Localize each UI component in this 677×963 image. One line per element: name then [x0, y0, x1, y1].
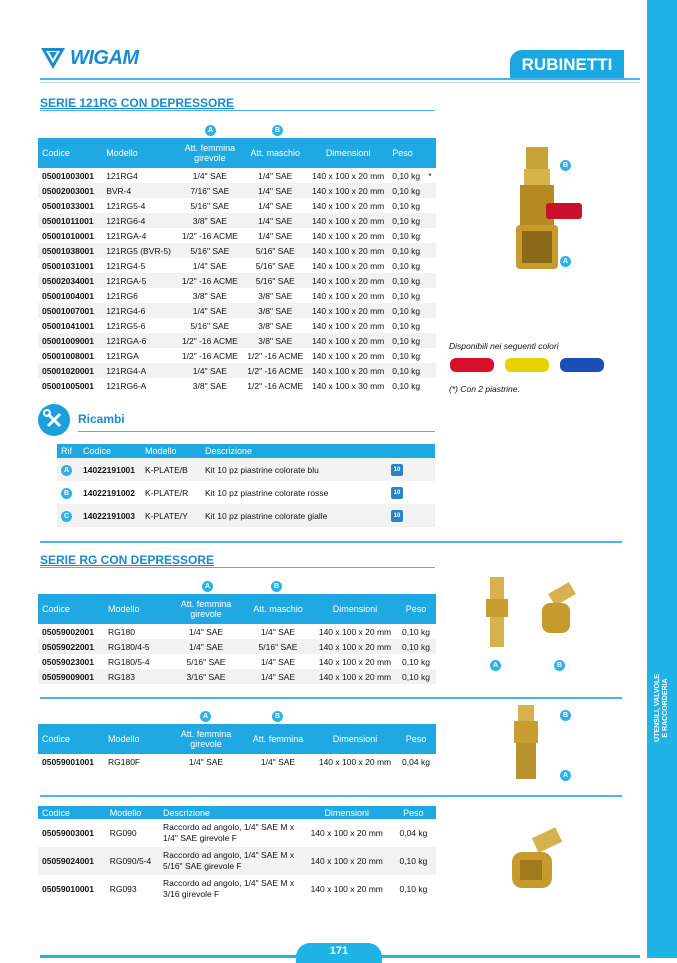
table-row — [38, 258, 436, 273]
marker-b-image: B — [560, 710, 571, 721]
cell-descrizione — [159, 875, 303, 903]
header-rule-thin — [40, 82, 640, 83]
table-row — [38, 288, 436, 303]
col-dimensioni: Dimensioni — [303, 806, 391, 819]
cell-note — [424, 288, 436, 303]
pack-icon: 10 — [391, 487, 403, 499]
cell-peso: 0,10 kg — [392, 380, 421, 391]
cell-codice: 05059002001 — [42, 626, 95, 637]
marker-a-image: A — [490, 660, 501, 671]
table-row — [57, 504, 435, 527]
table-rg180f — [38, 724, 436, 769]
cell-dimensioni: 140 x 100 x 20 mm — [314, 639, 396, 654]
cell-peso: 0,10 kg — [388, 363, 424, 378]
cell-dimensioni: 140 x 100 x 20 mm — [311, 290, 385, 301]
marker-a: A — [200, 711, 211, 722]
cell-codice: 05001011001 — [38, 213, 102, 228]
col-modello: Modello — [106, 806, 159, 819]
col-peso: Peso — [391, 806, 436, 819]
cell-codice: 05001038001 — [38, 243, 102, 258]
cell-peso: 0,04 kg — [402, 756, 430, 767]
col-note — [424, 138, 436, 168]
cell-modello: K-PLATE/B — [141, 458, 201, 481]
cell-codice: 05059022001 — [38, 639, 104, 654]
col-att-maschio: Att. maschio — [243, 138, 308, 168]
cell-att-femmina: 5/16" SAE — [190, 320, 230, 331]
cell-note — [424, 303, 436, 318]
col-att-femmina: Att. femmina girevole — [177, 138, 242, 168]
cell-att-femmina: 1/4" SAE — [192, 170, 227, 181]
cell-modello: 121RGA-4 — [106, 230, 147, 241]
col-peso: Peso — [396, 594, 436, 624]
cell-modello: 121RG6-4 — [102, 213, 177, 228]
table-row — [38, 333, 436, 348]
cell-modello: 121RG4-6 — [102, 303, 177, 318]
cell-att-femmina: 1/2" -16 ACME — [177, 273, 242, 288]
cell-note — [424, 333, 436, 348]
cell-codice: 14022191003 — [79, 504, 141, 527]
swatch-yellow — [505, 358, 549, 372]
col-att-maschio: Att. maschio — [242, 594, 314, 624]
cell-codice: 05059003001 — [42, 828, 95, 838]
cell-modello: 121RG4-5 — [106, 260, 146, 271]
cell-modello: BVR-4 — [102, 183, 177, 198]
side-label — [654, 662, 670, 754]
cell-dimensioni: 140 x 100 x 20 mm — [311, 320, 385, 331]
cell-att-maschio: 1/4" SAE — [243, 183, 308, 198]
cell-descrizione: Kit 10 pz piastrine colorate rosse — [205, 487, 329, 498]
descrizione-line1: Raccordo ad angolo, 1/4" SAE M x — [163, 822, 295, 832]
side-label-line2: E RACCORDERIA — [662, 678, 669, 738]
cell-att-femmina: 1/4" SAE — [177, 363, 242, 378]
cell-peso: 0,10 kg — [392, 290, 421, 301]
col-codice: Codice — [38, 806, 106, 819]
cell-modello: RG180/5-4 — [108, 656, 150, 667]
marker-a-image: A — [560, 256, 571, 267]
col-rif: Rif — [57, 444, 79, 458]
cell-att-maschio: 1/2" -16 ACME — [247, 350, 304, 361]
cell-modello: 121RGA-6 — [102, 333, 177, 348]
cell-att-femmina: 3/8" SAE — [192, 380, 227, 391]
section-divider — [40, 697, 622, 699]
cell-codice: 05001009001 — [38, 333, 102, 348]
table-row — [38, 168, 436, 183]
cell-codice: 14022191001 — [79, 458, 141, 481]
cell-att-secondo: 1/4" SAE — [260, 756, 296, 767]
col-peso: Peso — [388, 138, 424, 168]
descrizione-line2: 1/4" SAE girevole F — [163, 833, 237, 843]
cell-dimensioni: 140 x 100 x 20 mm — [308, 243, 388, 258]
cell-note — [424, 318, 436, 333]
cell-peso: 0,10 kg — [402, 626, 430, 637]
cell-note — [424, 363, 436, 378]
cell-pack — [387, 458, 435, 481]
cell-codice: 05059001001 — [42, 756, 95, 767]
cell-peso: 0,10 kg — [396, 639, 436, 654]
marker-b: B — [272, 711, 283, 722]
table-row — [38, 243, 436, 258]
cell-att-femmina: 5/16" SAE — [177, 243, 242, 258]
cell-modello: K-PLATE/Y — [141, 504, 201, 527]
table-row — [57, 458, 435, 481]
cell-note — [424, 378, 436, 393]
col-att-femmina: Att. femmina — [242, 724, 314, 754]
cell-att-maschio: 3/8" SAE — [243, 303, 308, 318]
cell-modello: RG180/4-5 — [104, 639, 170, 654]
cell-peso: 0,10 kg — [391, 847, 436, 875]
cell-dimensioni: 140 x 100 x 20 mm — [318, 626, 392, 637]
cell-att-maschio: 1/4" SAE — [258, 170, 293, 181]
pack-icon: 10 — [391, 464, 403, 476]
cell-rif — [57, 481, 79, 504]
cell-att-femmina: 1/4" SAE — [188, 626, 224, 637]
rif-marker: B — [61, 488, 72, 499]
cell-att-femmina: 3/8" SAE — [177, 213, 242, 228]
table-rg — [38, 594, 436, 684]
col-codice: Codice — [38, 724, 104, 754]
cell-codice: 05001005001 — [42, 380, 95, 391]
cell-att-maschio: 3/8" SAE — [243, 333, 308, 348]
descrizione-line2: 3/16 girevole F — [163, 889, 220, 899]
section-divider — [40, 541, 622, 543]
table-row — [38, 754, 436, 769]
cell-att-maschio: 3/8" SAE — [258, 320, 293, 331]
cell-dimensioni: 140 x 100 x 20 mm — [303, 847, 391, 875]
marker-b: B — [272, 125, 283, 136]
cell-modello: 121RG6-A — [106, 380, 147, 391]
cell-note — [424, 183, 436, 198]
table-row — [38, 198, 436, 213]
cell-pack — [387, 504, 435, 527]
cell-dimensioni: 140 x 100 x 20 mm — [308, 183, 388, 198]
cell-note — [424, 228, 436, 243]
section-rule — [40, 110, 435, 111]
cell-dimensioni: 140 x 100 x 20 mm — [310, 884, 383, 894]
cell-modello: 121RGA — [106, 350, 139, 361]
cell-codice: 05059010001 — [42, 884, 95, 894]
cell-note — [424, 258, 436, 273]
cell-modello: RG183 — [104, 669, 170, 684]
swatch-blue — [560, 358, 604, 372]
table-ricambi — [57, 444, 435, 527]
cell-dimensioni: 140 x 100 x 20 mm — [318, 656, 392, 667]
table-row — [38, 639, 436, 654]
category-tab: RUBINETTI — [510, 50, 624, 80]
cell-codice: 05001008001 — [42, 350, 95, 361]
col-codice: Codice — [38, 594, 104, 624]
table-row — [38, 875, 436, 903]
cell-note: * — [428, 170, 432, 181]
marker-b: B — [271, 581, 282, 592]
cell-dimensioni: 140 x 100 x 20 mm — [308, 363, 388, 378]
cell-descrizione: Kit 10 pz piastrine colorate gialle — [201, 504, 387, 527]
cell-note — [424, 243, 436, 258]
cell-att-femmina: 1/4" SAE — [170, 639, 242, 654]
col-peso: Peso — [396, 724, 436, 754]
cell-peso: 0,10 kg — [388, 303, 424, 318]
cell-att-maschio: 3/8" SAE — [258, 290, 293, 301]
cell-dimensioni: 140 x 100 x 20 mm — [314, 669, 396, 684]
table-row — [38, 624, 436, 639]
col-descrizione: Descrizione — [201, 444, 387, 458]
cell-note — [424, 348, 436, 363]
table-row — [57, 481, 435, 504]
cell-note — [424, 213, 436, 228]
cell-modello: 121RG4-A — [102, 363, 177, 378]
product-image-121rg — [496, 145, 586, 295]
cell-att-femmina: 5/16" SAE — [186, 656, 226, 667]
cell-att-maschio: 5/16" SAE — [243, 273, 308, 288]
cell-codice: 05001007001 — [38, 303, 102, 318]
col-pack — [387, 444, 435, 458]
table-row — [38, 213, 436, 228]
brand-logo — [40, 46, 139, 72]
product-image-rg180f — [506, 703, 546, 783]
wigam-logo-icon — [40, 46, 66, 70]
table-row — [38, 348, 436, 363]
table-row — [38, 654, 436, 669]
cell-dimensioni: 140 x 100 x 20 mm — [308, 213, 388, 228]
cell-codice: 05059024001 — [38, 847, 106, 875]
col-modello: Modello — [102, 138, 177, 168]
cell-codice: 14022191002 — [83, 487, 136, 498]
cell-att-secondo: 1/4" SAE — [260, 626, 296, 637]
cell-codice: 05002034001 — [38, 273, 102, 288]
cell-att-maschio: 1/4" SAE — [258, 230, 293, 241]
cell-pack — [387, 481, 435, 504]
side-label-line1: UTENSILI, VALVOLE — [654, 674, 661, 742]
section-title-rg: SERIE RG CON DEPRESSORE — [40, 553, 215, 567]
cell-peso: 0,10 kg — [399, 884, 428, 894]
cell-codice: 05002003001 — [38, 183, 102, 198]
side-bar — [647, 0, 677, 958]
col-dimensioni: Dimensioni — [314, 594, 396, 624]
cell-att-maschio: 5/16" SAE — [243, 243, 308, 258]
cell-att-maschio: 1/2" -16 ACME — [247, 380, 304, 391]
table-row — [38, 183, 436, 198]
table-row — [38, 378, 436, 393]
col-modello: Modello — [104, 594, 170, 624]
plates-note: (*) Con 2 piastrine. — [449, 384, 520, 394]
cell-att-maschio: 1/4" SAE — [258, 200, 293, 211]
cell-peso: 0,10 kg — [392, 170, 421, 181]
table-row — [38, 847, 436, 875]
cell-modello: 121RG6 — [106, 290, 138, 301]
descrizione-line1: Raccordo ad angolo, 1/4" SAE M x — [163, 850, 295, 860]
cell-peso: 0,10 kg — [388, 333, 424, 348]
cell-att-femmina: 1/4" SAE — [192, 260, 227, 271]
tools-icon — [38, 404, 70, 436]
cell-att-maschio: 1/4" SAE — [243, 213, 308, 228]
cell-att-femmina: 1/4" SAE — [177, 303, 242, 318]
col-dimensioni: Dimensioni — [308, 138, 388, 168]
cell-codice: 05001010001 — [42, 230, 95, 241]
cell-rif — [57, 504, 79, 527]
cell-codice: 05001041001 — [42, 320, 95, 331]
col-att-femmina: Att. femmina girevole — [170, 594, 242, 624]
col-codice: Codice — [79, 444, 141, 458]
cell-dimensioni: 140 x 100 x 20 mm — [311, 350, 385, 361]
cell-codice: 05059023001 — [42, 656, 95, 667]
marker-b-image: B — [554, 660, 565, 671]
cell-peso: 0,10 kg — [388, 183, 424, 198]
ricambi-title: Ricambi — [78, 412, 125, 426]
pack-icon: 10 — [391, 510, 403, 522]
cell-note — [424, 273, 436, 288]
table-row — [38, 318, 436, 333]
section-rule — [40, 567, 435, 568]
cell-rif — [57, 458, 79, 481]
cell-modello: 121RG5-6 — [106, 320, 146, 331]
marker-b-image: B — [560, 160, 571, 171]
table-raccordi — [38, 806, 436, 903]
cell-dimensioni: 140 x 100 x 20 mm — [311, 230, 385, 241]
cell-codice: 05059009001 — [38, 669, 104, 684]
cell-peso: 0,10 kg — [388, 243, 424, 258]
cell-att-femmina: 5/16" SAE — [190, 200, 230, 211]
cell-att-femmina: 1/2" -16 ACME — [177, 333, 242, 348]
cell-att-femmina: 1/2" -16 ACME — [181, 230, 238, 241]
col-modello: Modello — [104, 724, 170, 754]
cell-modello: RG090/5-4 — [106, 847, 159, 875]
cell-peso: 0,10 kg — [392, 320, 421, 331]
cell-descrizione — [159, 847, 303, 875]
section-divider — [40, 795, 622, 797]
product-image-rg090 — [506, 826, 576, 896]
table-row — [38, 228, 436, 243]
brand-name: WIGAM — [70, 47, 139, 69]
cell-dimensioni: 140 x 100 x 20 mm — [311, 260, 385, 271]
col-dimensioni: Dimensioni — [314, 724, 396, 754]
cell-modello: 121RG4 — [106, 170, 138, 181]
cell-codice: 05001033001 — [42, 200, 95, 211]
cell-peso: 0,10 kg — [392, 200, 421, 211]
cell-dimensioni: 140 x 100 x 20 mm — [308, 333, 388, 348]
cell-codice: 05001020001 — [38, 363, 102, 378]
header-rule — [40, 78, 640, 80]
col-modello: Modello — [141, 444, 201, 458]
cell-att-secondo: 1/4" SAE — [260, 656, 296, 667]
table-row — [38, 669, 436, 684]
col-att-femmina-girevole: Att. femmina girevole — [170, 724, 242, 754]
cell-modello: RG180F — [108, 756, 141, 767]
cell-att-maschio: 1/2" -16 ACME — [243, 363, 308, 378]
cell-dimensioni: 140 x 100 x 30 mm — [311, 380, 385, 391]
cell-att-femmina: 1/4" SAE — [188, 756, 224, 767]
section-title-121rg: SERIE 121RG CON DEPRESSORE — [40, 96, 235, 110]
cell-descrizione: Kit 10 pz piastrine colorate blu — [201, 458, 387, 481]
cell-codice: 05001031001 — [42, 260, 95, 271]
cell-att-secondo: 1/4" SAE — [242, 669, 314, 684]
descrizione-line1: Raccordo ad angolo, 1/4" SAE M x — [163, 878, 295, 888]
col-codice: Codice — [38, 138, 102, 168]
cell-modello: 121RG5 (BVR-5) — [102, 243, 177, 258]
table-121rg — [38, 138, 436, 393]
cell-codice: 05001003001 — [42, 170, 95, 181]
col-descrizione: Descrizione — [159, 806, 303, 819]
cell-modello: 121RG5-4 — [106, 200, 146, 211]
cell-peso: 0,10 kg — [388, 213, 424, 228]
cell-codice: 05001004001 — [42, 290, 95, 301]
descrizione-line2: 5/16" SAE girevole F — [163, 861, 242, 871]
table-row — [38, 363, 436, 378]
product-image-rg — [480, 573, 600, 653]
cell-dimensioni: 140 x 100 x 20 mm — [318, 756, 392, 767]
cell-dimensioni: 140 x 100 x 20 mm — [308, 273, 388, 288]
cell-modello: K-PLATE/R — [145, 487, 189, 498]
cell-dimensioni: 140 x 100 x 20 mm — [311, 200, 385, 211]
cell-peso: 0,10 kg — [392, 350, 421, 361]
colors-note: Disponibili nei seguenti colori — [449, 341, 559, 351]
cell-dimensioni: 140 x 100 x 20 mm — [308, 303, 388, 318]
cell-peso: 0,10 kg — [392, 230, 421, 241]
rif-marker: C — [61, 511, 72, 522]
cell-modello: RG090 — [109, 828, 137, 838]
cell-att-femmina: 3/8" SAE — [192, 290, 227, 301]
cell-modello: 121RGA-5 — [102, 273, 177, 288]
cell-dimensioni: 140 x 100 x 20 mm — [311, 170, 385, 181]
page-number: 171 — [296, 943, 382, 963]
ricambi-rule — [78, 431, 435, 432]
cell-note — [424, 198, 436, 213]
cell-att-maschio: 5/16" SAE — [255, 260, 295, 271]
table-row — [38, 303, 436, 318]
cell-modello: RG180 — [108, 626, 135, 637]
cell-dimensioni: 140 x 100 x 20 mm — [310, 828, 383, 838]
swatch-red — [450, 358, 494, 372]
cell-att-femmina: 1/2" -16 ACME — [181, 350, 238, 361]
cell-peso: 0,10 kg — [388, 273, 424, 288]
marker-a: A — [202, 581, 213, 592]
cell-peso: 0,10 kg — [402, 656, 430, 667]
cell-descrizione — [159, 819, 303, 847]
cell-att-femmina: 7/16" SAE — [177, 183, 242, 198]
marker-a: A — [205, 125, 216, 136]
cell-peso: 0,04 kg — [399, 828, 428, 838]
cell-modello: RG093 — [109, 884, 137, 894]
cell-att-femmina: 3/16" SAE — [170, 669, 242, 684]
table-row — [38, 819, 436, 847]
table-row — [38, 273, 436, 288]
cell-att-secondo: 5/16" SAE — [242, 639, 314, 654]
rif-marker: A — [61, 465, 72, 476]
marker-a-image: A — [560, 770, 571, 781]
cell-peso: 0,10 kg — [392, 260, 421, 271]
cell-peso: 0,10 kg — [396, 669, 436, 684]
